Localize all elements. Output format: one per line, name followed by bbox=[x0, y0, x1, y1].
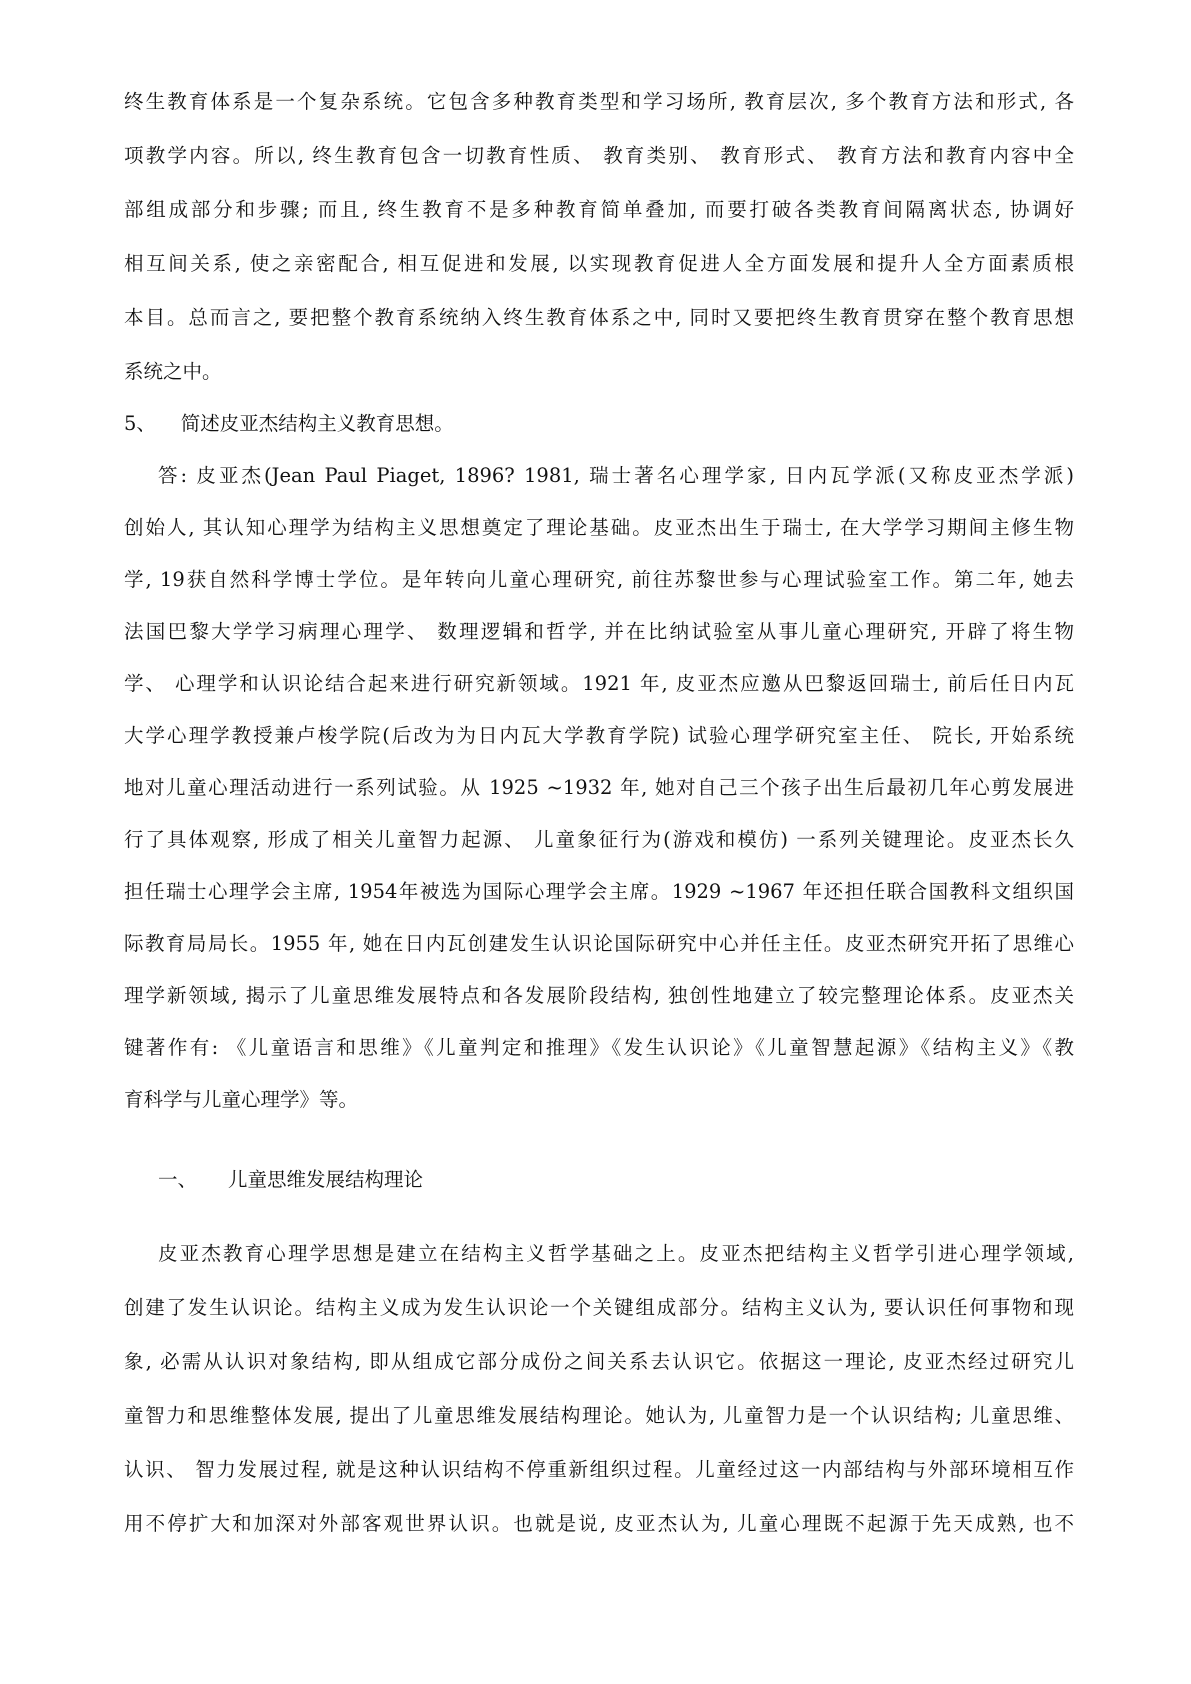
paragraph-line: 项教学内容。所以, 终生教育包含一切教育性质、 教育类别、 教育形式、 教育方法和教育内容中全 bbox=[124, 144, 1074, 167]
subheading-number: 一、 bbox=[158, 1168, 198, 1191]
answer-line: 理学新领域, 揭示了儿童思维发展特点和各发展阶段结构, 独创性地建立了较完整理论体系。皮亚杰关 bbox=[124, 984, 1074, 1007]
paragraph-line: 相互间关系, 使之亲密配合, 相互促进和发展, 以实现教育促进人全方面发展和提升人全方面素质根 bbox=[124, 252, 1074, 275]
answer-line: 答: 皮亚杰(Jean Paul Piaget, 1896? 1981, 瑞士著名心理学家, 日内瓦学派(又称皮亚杰学派) bbox=[158, 464, 1074, 487]
body-line: 认识、 智力发展过程, 就是这种认识结构不停重新组织过程。儿童经过这一内部结构与外部环境相互作 bbox=[124, 1458, 1074, 1481]
answer-line: 法国巴黎大学学习病理心理学、 数理逻辑和哲学, 并在比纳试验室从事儿童心理研究, 开辟了将生物 bbox=[124, 620, 1074, 643]
paragraph-line: 本目。总而言之, 要把整个教育系统纳入终生教育体系之中, 同时又要把终生教育贯穿在整个教育思想 bbox=[124, 306, 1074, 329]
body-line: 用不停扩大和加深对外部客观世界认识。也就是说, 皮亚杰认为, 儿童心理既不起源于先天成熟, 也不 bbox=[124, 1512, 1074, 1535]
paragraph-line: 终生教育体系是一个复杂系统。它包含多种教育类型和学习场所, 教育层次, 多个教育方法和形式, 各 bbox=[124, 90, 1074, 113]
question-text: 简述皮亚杰结构主义教育思想。 bbox=[180, 412, 454, 435]
body-line: 创建了发生认识论。结构主义成为发生认识论一个关键组成部分。结构主义认为, 要认识任何事物和现 bbox=[124, 1296, 1074, 1319]
answer-line: 创始人, 其认知心理学为结构主义思想奠定了理论基础。皮亚杰出生于瑞士, 在大学学习期间主修生物 bbox=[124, 516, 1074, 539]
body-line: 象, 必需从认识对象结构, 即从组成它部分成份之间关系去认识它。依据这一理论, 皮亚杰经过研究儿 bbox=[124, 1350, 1074, 1373]
body-line: 童智力和思维整体发展, 提出了儿童思维发展结构理论。她认为, 儿童智力是一个认识结构; 儿童思维、 bbox=[124, 1404, 1074, 1427]
question-number: 5、 bbox=[124, 412, 156, 435]
body-line: 皮亚杰教育心理学思想是建立在结构主义哲学基础之上。皮亚杰把结构主义哲学引进心理学领域, bbox=[158, 1242, 1074, 1265]
answer-line: 地对儿童心理活动进行一系列试验。从 1925 ~1932 年, 她对自己三个孩子出生后最初几年心剪发展进 bbox=[124, 776, 1074, 799]
paragraph-line: 部组成部分和步骤; 而且, 终生教育不是多种教育简单叠加, 而要打破各类教育间隔离状态, 协调好 bbox=[124, 198, 1074, 221]
answer-line: 学, 19获自然科学博士学位。是年转向儿童心理研究, 前往苏黎世参与心理试验室工作。第二年, 她去 bbox=[124, 568, 1074, 591]
answer-line: 行了具体观察, 形成了相关儿童智力起源、 儿童象征行为(游戏和模仿) 一系列关键理论。皮亚杰长久 bbox=[124, 828, 1074, 851]
answer-line: 大学心理学教授兼卢梭学院(后改为为日内瓦大学教育学院) 试验心理学研究室主任、 院长, 开始系统 bbox=[124, 724, 1074, 747]
answer-line: 育科学与儿童心理学》等。 bbox=[124, 1088, 359, 1111]
answer-line: 担任瑞士心理学会主席, 1954年被选为国际心理学会主席。1929 ~1967 年还担任联合国教科文组织国 bbox=[124, 880, 1074, 903]
answer-line: 学、 心理学和认识论结合起来进行研究新领域。1921 年, 皮亚杰应邀从巴黎返回瑞士, 前后任日内瓦 bbox=[124, 672, 1074, 695]
answer-line: 键著作有: 《儿童语言和思维》《儿童判定和推理》《发生认识论》《儿童智慧起源》《结构主义》《教 bbox=[124, 1036, 1074, 1059]
answer-line: 际教育局局长。1955 年, 她在日内瓦创建发生认识论国际研究中心并任主任。皮亚杰研究开拓了思维心 bbox=[124, 932, 1074, 955]
question-heading bbox=[124, 410, 1074, 438]
paragraph-line: 系统之中。 bbox=[124, 360, 222, 383]
section-subheading bbox=[158, 1166, 1074, 1194]
subheading-text: 儿童思维发展结构理论 bbox=[228, 1168, 424, 1191]
